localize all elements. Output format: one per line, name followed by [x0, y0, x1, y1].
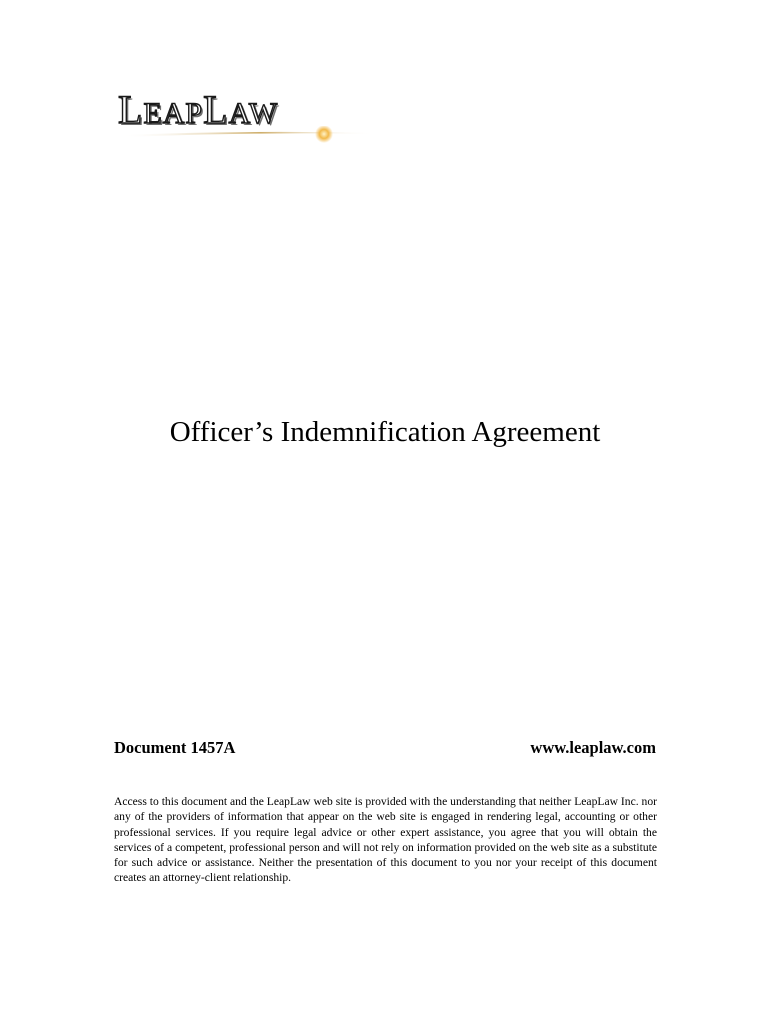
logo-swoosh-icon	[118, 126, 378, 146]
logo-wordmark: LEAPLAW	[118, 87, 279, 132]
website-link[interactable]: www.leaplaw.com	[530, 738, 656, 757]
disclaimer-text: Access to this document and the LeapLaw web site is provided with the understanding that neither LeapLaw Inc. nor any of the providers of information that appear on the web site is engaged in rendering legal, accounting or other professional services. If you require legal advice or other expert assistance, you agree that you will obtain the services of a competent, professional person and will not rely on information provided on the web site as a substitute for such advice or assistance. Neither the presentation of this document to you nor your receipt of this document creates an attorney-client relationship.	[114, 795, 657, 885]
document-number: Document 1457A	[114, 738, 236, 757]
leaplaw-logo	[118, 87, 378, 150]
document-title: Officer’s Indemnification Agreement	[169, 416, 601, 448]
